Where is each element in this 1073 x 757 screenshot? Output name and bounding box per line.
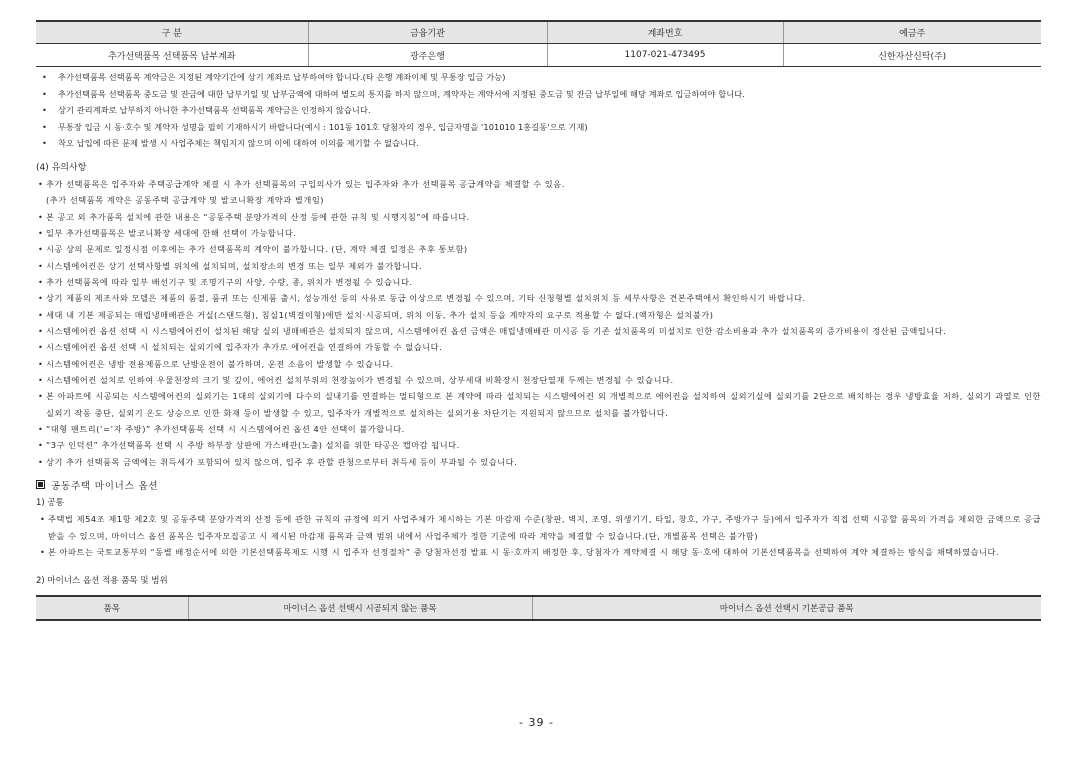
- document-page: [36, 20, 1041, 621]
- table-row: [36, 44, 1041, 67]
- list-item: • 시스템에어컨 설치로 인하여 우물천장의 크기 및 깊이, 에어컨 설치부위의 천장높이가 변경될 수 있으며, 상부세대 비확장시 천장단열재 두께는 변경될 수 있습니다.: [36, 372, 1041, 388]
- list-item: • “대형 팬트리(‘=’자 주방)” 추가선택품목 선택 시 시스템에어컨 옵션 4안 선택이 불가합니다.: [36, 421, 1041, 437]
- list-item: • 시스템에어컨은 상기 선택사항별 위치에 설치되며, 설치장소의 변경 또는 일부 제외가 불가합니다.: [36, 258, 1041, 274]
- minus-option-table-header: [36, 596, 1041, 620]
- header-not-installed: 마이너스 옵션 선택시 시공되지 않는 품목: [188, 596, 532, 620]
- list-item: • 추가선택품목 선택품목 중도금 및 잔금에 대한 납부기일 및 납부금액에 대하여 별도의 통지를 하지 않으며, 계약자는 계약서에 지정된 중도금 및 잔금 납부일에 해당 계좌로 입금하여야 합니다.: [36, 86, 1041, 103]
- common-subheading: 1) 공통: [36, 498, 64, 509]
- cautions-list: [36, 176, 1041, 470]
- header-account-holder: 예금주: [783, 21, 1041, 44]
- header-category: 구 분: [36, 21, 308, 44]
- list-item: • 추가 선택품목에 따라 일부 배선기구 및 조명기구의 사양, 수량, 종, 위치가 변경될 수 있습니다.: [36, 274, 1041, 290]
- header-basic-supply: 마이너스 옵션 선택시 기본공급 품목: [532, 596, 1041, 620]
- square-bullet-icon: [36, 480, 45, 489]
- account-notes-list: [36, 69, 1041, 152]
- list-item: • 세대 내 기본 제공되는 매립냉매배관은 거실(스탠드형), 침실1(벽걸이형)에만 설치·시공되며, 위치 이동, 추가 설치 등을 계약자의 요구로 적용할 수 없다.(액자형은 설치불가): [36, 307, 1041, 323]
- list-item: (추가 선택품목 계약은 공동주택 공급계약 및 발코니확장 계약과 별개임): [46, 195, 325, 206]
- header-account-number: 계좌번호: [547, 21, 783, 44]
- list-item: • 본 공고 외 추가품목 설치에 관한 내용은 “공동주택 분양가격의 산정 등에 관한 규칙 및 시행지침”에 따릅니다.: [36, 209, 1041, 225]
- header-item: 품목: [36, 596, 188, 620]
- list-item: • 시스템에어컨은 냉방 전용제품으로 난방운전이 불가하며, 운전 소음이 발생할 수 있습니다.: [36, 356, 1041, 372]
- list-item: • 무통장 입금 시 동·호수 및 계약자 성명을 필히 기재하시기 바랍니다(예시 : 101동 101호 당첨자의 경우, 입금자명을 '101010 1홍길동'으로 기재): [36, 119, 1041, 136]
- list-item: • 착오 납입에 따른 문제 발생 시 사업주체는 책임지지 않으며 이에 대하여 이의를 제기할 수 없습니다.: [36, 135, 1041, 152]
- list-item: • 상기 추가 선택품목 금액에는 취득세가 포함되어 있지 않으며, 입주 후 관할 관청으로부터 취득세 등이 부과될 수 있습니다.: [36, 454, 1041, 470]
- page-number: - 39 -: [519, 716, 554, 729]
- cell-bank: 광주은행: [308, 44, 547, 67]
- cautions-heading: (4) 유의사항: [36, 162, 87, 173]
- minus-option-table: [36, 595, 1041, 621]
- list-item: • 일부 추가선택품목은 발코니확장 세대에 한해 선택이 가능합니다.: [36, 225, 1041, 241]
- list-item: • 추가선택품목 선택품목 계약금은 지정된 계약기간에 상기 계좌로 납부하여야 합니다.(타 은행 계좌이체 및 무통장 입금 가능): [36, 69, 1041, 86]
- list-item: • 시스템에어컨 옵션 선택 시 설치되는 실외기에 입주자가 추가로 에어컨을 연결하여 가동할 수 없습니다.: [36, 339, 1041, 355]
- list-item: • 본 아파트에 시공되는 시스템에어컨의 실외기는 1대의 실외기에 다수의 실내기를 연결하는 멀티형으로 본 계약에 따라 설치되는 시스템에어컨 외 개별적으로 에어컨을 설치하여 실외기실에 실외기를 2단으로 배치하는 경우 냉방효율 저하, 실외기 과열로 인한 실외기 작동 중단, 실외기 온도 상승으로 인한 화재 등이 발생할 수 있고, 입주자가 개별적으로 설치하는 실외기용 차단기는 지원되지 않으므로 설치를 불가합니다.: [36, 388, 1041, 421]
- header-bank: 금융기관: [308, 21, 547, 44]
- list-item: • 상기 제품의 제조사와 모델은 제품의 품절, 품귀 또는 신제품 출시, 성능개선 등의 사유로 동급 이상으로 변경될 수 있으며, 기타 신청형별 설치위치 등 세부사항은 견본주택에서 확인하시기 바랍니다.: [36, 290, 1041, 306]
- minus-option-title: 공동주택 마이너스 옵션: [51, 481, 159, 493]
- cell-category: 추가선택품목 선택품목 납부계좌: [36, 44, 308, 67]
- account-table-header: [36, 21, 1041, 44]
- common-list: [36, 511, 1041, 560]
- list-item: • “3구 인덕션” 추가선택품목 선택 시 주방 하부장 상판에 가스배관(노출) 설치를 위한 타공은 캡마감 됩니다.: [36, 437, 1041, 453]
- list-item: • 주택법 제54조 제1항 제2호 및 공동주택 분양가격의 산정 등에 관한 규칙의 규정에 의거 사업주체가 제시하는 기본 마감재 수준(창판, 벽지, 조명, 위생기기, 타일, 창호, 가구, 주방가구 등)에서 입주자가 직접 선택 시공할 품목의 가격을 제외한 금액으로 공급받을 수 있으며, 마이너스 옵션 품목은 입주자모집공고 시 제시된 마감재 품목과 금액 범위 내에서 사업주체가 정한 기준에 따라 계약을 체결할 수 있습니다.(단, 개별품목 선택은 불가함): [36, 511, 1041, 544]
- cell-account-number: 1107-021-473495: [547, 44, 783, 67]
- cell-account-holder: 신한자산신탁(주): [783, 44, 1041, 67]
- scope-subheading: 2) 마이너스 옵션 적용 품목 및 범위: [36, 576, 168, 587]
- list-item: • 시스템에어컨 옵션 선택 시 시스템에어컨이 설치된 해당 실의 냉매배관은 설치되지 않으며, 시스템에어컨 옵션 금액은 매립냉매배관 미시공 등 기존 설치품목의 미설치로 인한 감소비용과 추가 설치품목의 증가비용이 정산된 금액입니다.: [36, 323, 1041, 339]
- list-item: • 상기 관리계좌로 납부하지 아니한 추가선택품목 선택품목 계약금은 인정하지 않습니다.: [36, 102, 1041, 119]
- list-item: • 본 아파트는 국토교통부의 “동별 배정순서에 의한 기본선택품목제도 시행 시 입주자 선정절차” 중 당첨자선정 발표 시 동·호까지 배정한 후, 당첨자가 계약체결 시 해당 동·호에 대하여 기본선택품목을 선택하여 계약 체결하는 방식을 채택하였습니다.: [36, 544, 1041, 560]
- minus-option-heading: [36, 478, 1041, 496]
- list-item: • 시공 상의 문제로 일정시점 이후에는 추가 선택품목의 계약이 불가합니다. (단, 계약 체결 일정은 추후 통보함): [36, 241, 1041, 257]
- account-table: [36, 20, 1041, 67]
- list-item: • 추가 선택품목은 입주자와 주택공급계약 체결 시 추가 선택품목의 구입의사가 있는 입주자와 추가 선택품목 공급계약을 체결할 수 있음.: [36, 176, 1041, 192]
